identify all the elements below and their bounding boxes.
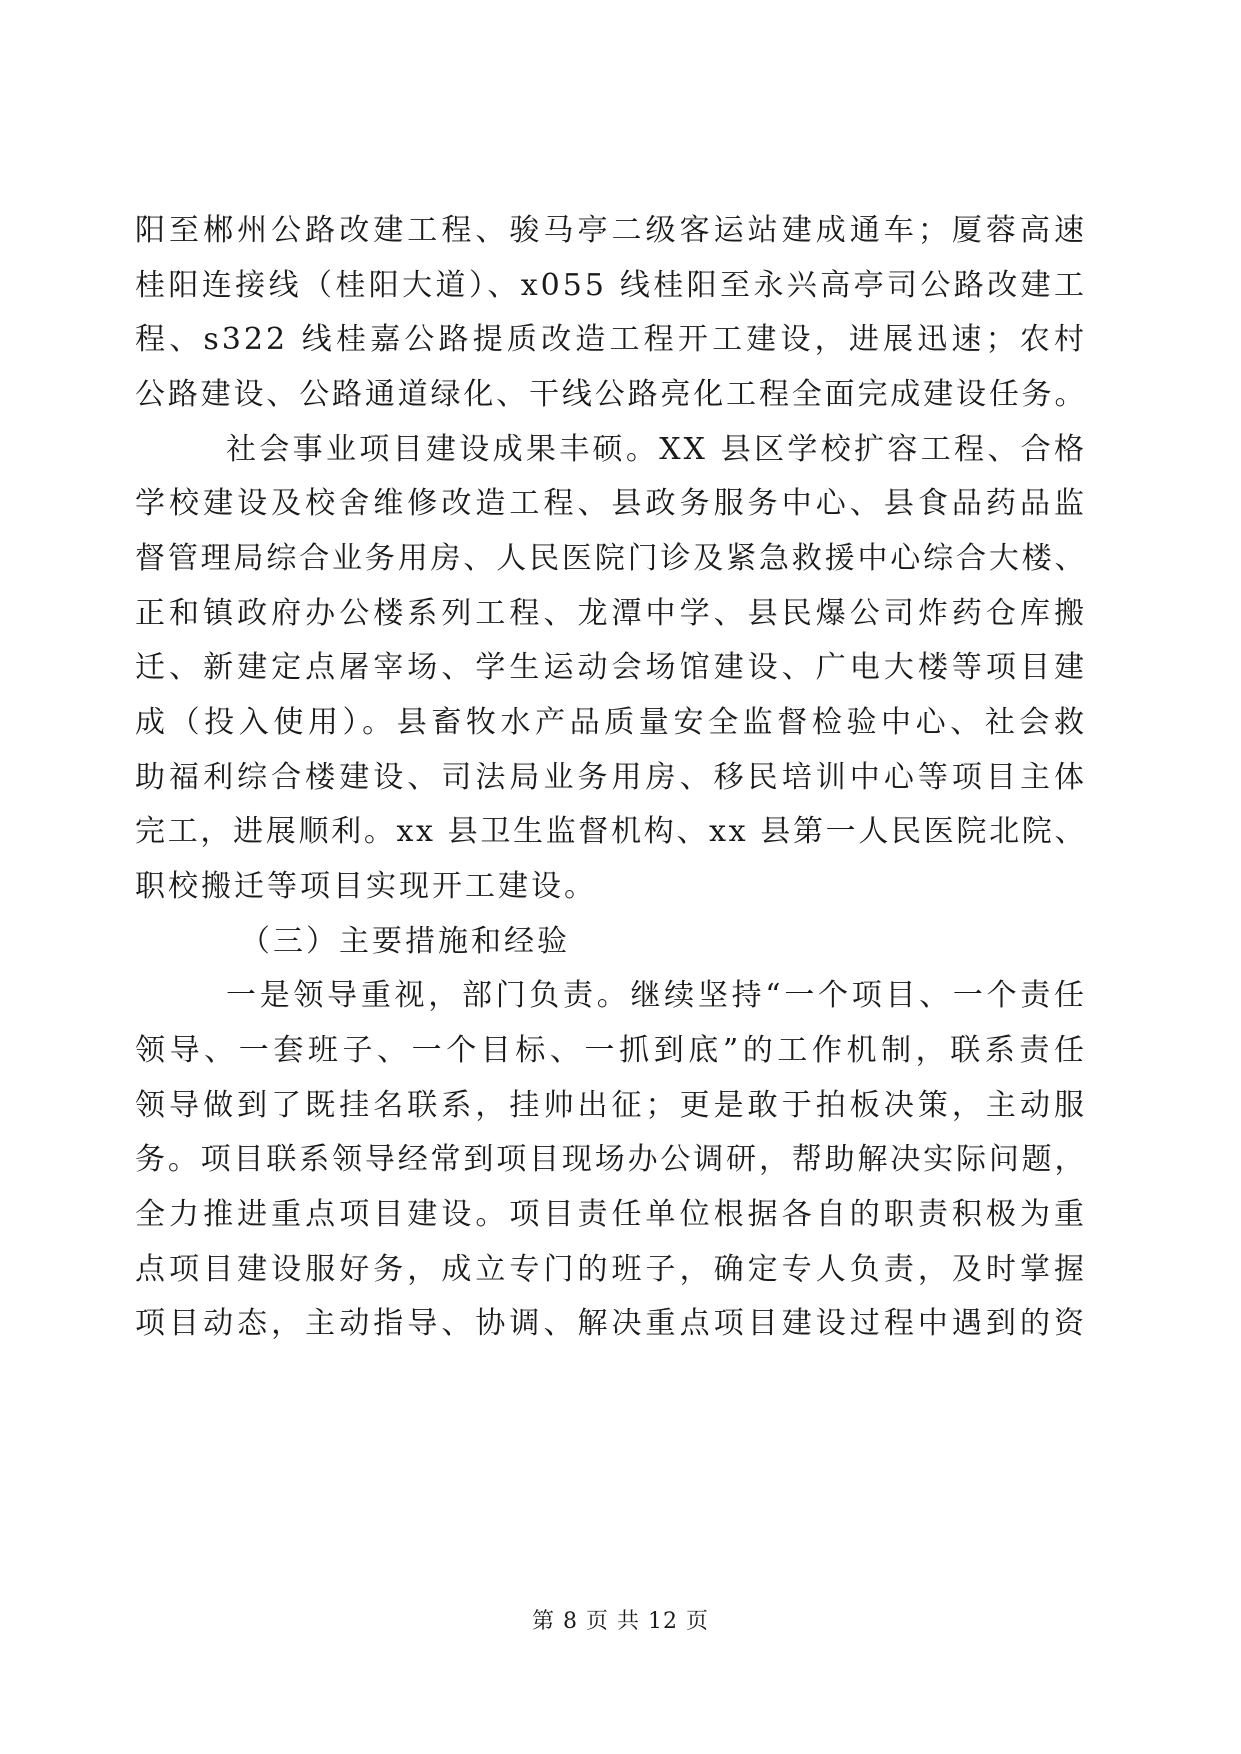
text-line: 督管理局综合业务用房、人民医院门诊及紧急救援中心综合大楼、 <box>135 541 1087 576</box>
paragraph-first-line: 社会事业项目建设成果丰硕。XX 县区学校扩容工程、合格 <box>226 432 1087 467</box>
text-line: 完工，进展顺利。xx 县卫生监督机构、xx 县第一人民医院北院、 <box>135 814 1087 849</box>
text-line: 全力推进重点项目建设。项目责任单位根据各自的职责积极为重 <box>135 1197 1087 1232</box>
text-line: 学校建设及校舍维修改造工程、县政务服务中心、县食品药品监 <box>135 486 1087 521</box>
text-line: 领导、一套班子、一个目标、一抓到底”的工作机制，联系责任 <box>135 1033 1087 1068</box>
text-line: 项目动态，主动指导、协调、解决重点项目建设过程中遇到的资 <box>135 1306 1087 1341</box>
text-line: 领导做到了既挂名联系，挂帅出征；更是敢于拍板决策，主动服 <box>135 1088 1087 1123</box>
paragraph-first-line: 一是领导重视，部门负责。继续坚持“一个项目、一个责任 <box>226 978 1087 1013</box>
text-line: 公路建设、公路通道绿化、干线公路亮化工程全面完成建设任务。 <box>135 377 1087 412</box>
section-heading: （三）主要措施和经验 <box>240 924 570 959</box>
text-line: 阳至郴州公路改建工程、骏马亭二级客运站建成通车；厦蓉高速 <box>135 213 1087 248</box>
text-line: 正和镇政府办公楼系列工程、龙潭中学、县民爆公司炸药仓库搬 <box>135 596 1087 631</box>
text-line: 成（投入使用）。县畜牧水产品质量安全监督检验中心、社会救 <box>135 705 1087 740</box>
text-line: 程、s322 线桂嘉公路提质改造工程开工建设，进展迅速；农村 <box>135 322 1087 357</box>
text-line: 桂阳连接线（桂阳大道）、x055 线桂阳至永兴高亭司公路改建工 <box>135 268 1087 303</box>
text-line: 职校搬迁等项目实现开工建设。 <box>135 869 597 904</box>
text-line: 务。项目联系领导经常到项目现场办公调研，帮助解决实际问题， <box>135 1142 1087 1177</box>
text-line: 点项目建设服好务，成立专门的班子，确定专人负责，及时掌握 <box>135 1252 1087 1287</box>
text-line: 迁、新建定点屠宰场、学生运动会场馆建设、广电大楼等项目建 <box>135 650 1087 685</box>
text-line: 助福利综合楼建设、司法局业务用房、移民培训中心等项目主体 <box>135 760 1087 795</box>
page-number-footer: 第 8 页 共 12 页 <box>532 1609 709 1634</box>
